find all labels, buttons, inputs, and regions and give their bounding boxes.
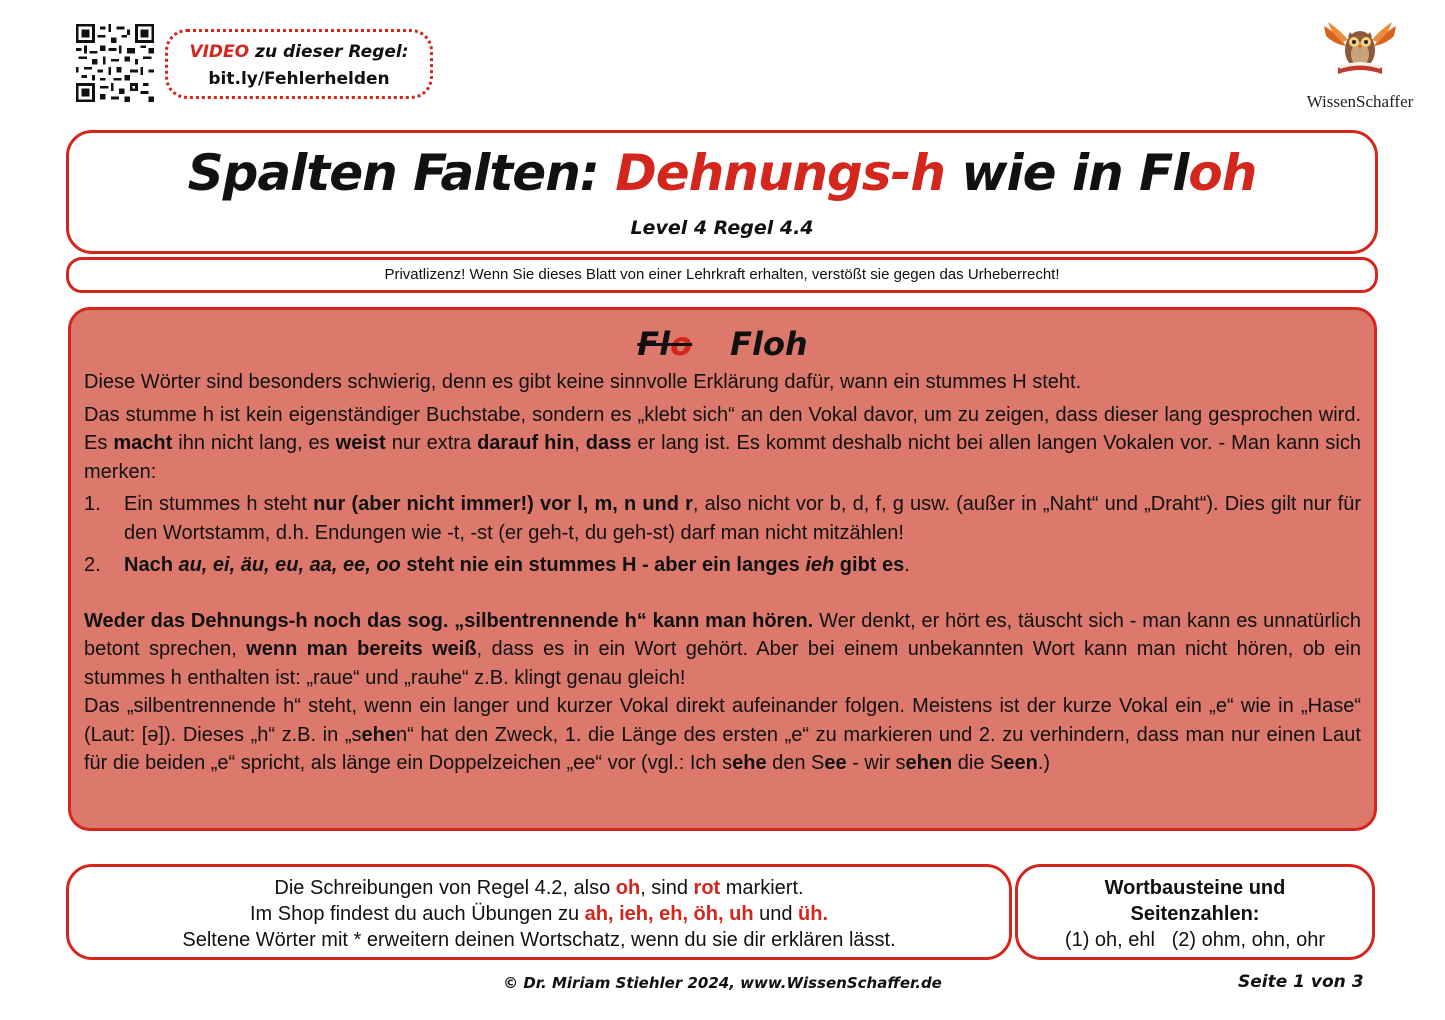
rule-item-2: 2. Nach au, ei, äu, eu, aa, ee, oo steht nie ein stummes H - aber ein langes ieh gibt es.	[84, 554, 910, 576]
paragraph-explanation: Das stumme h ist kein eigenständiger Buchstabe, sondern es „klebt sich“ an den Vokal davor, um zu zeigen, dass dieser lang gesprochen wird. Es macht ihn nicht lang, es weist nur extra darauf hin, dass er lang ist. Es kommt deshalb nicht bei allen langen Vokalen vor. - Man kann sich merken:	[84, 403, 1361, 483]
page-number: Seite 1 von 3	[1238, 972, 1364, 992]
paragraph-hearing: Weder das Dehnungs-h noch das sog. „silbentrennende h“ kann man hören. Wer denkt, er hört es, täuscht sich - man kann es unnatürlich betont sprechen, wenn man bereits weiß, dass es in ein Wort gehört. Aber bei einem unbekannten Wort kann man nicht hören, ob ein stummes h enthalten ist: „raue“ und „rauhe“ z.B. klingt genau gleich!	[84, 609, 1361, 689]
brand-name: WissenSchaffer	[1306, 92, 1414, 111]
title-part-3: wie in Fl	[944, 144, 1189, 202]
page-title	[69, 143, 1375, 203]
title-box	[66, 130, 1378, 254]
level-label: Level 4 Regel 4.4	[630, 217, 814, 239]
title-part-2: Dehnungs-h	[615, 144, 945, 202]
title-part-1: Spalten Falten:	[187, 144, 616, 202]
correct-spelling: Floh	[730, 325, 808, 363]
info-line-2: Im Shop findest du auch Übungen zu ah, ieh, eh, öh, uh und üh.	[249, 903, 829, 925]
paragraph-syllable-h: Das „silbentrennende h“ steht, wenn ein langer und kurzer Vokal direkt aufeinander folgen. Meistens ist der kurze Vokal ein „e“ wie in „Hase“ (Laut: [ə]). Dieses „h“ z.B. in „sehen“ hat den Zweck, 1. die Länge des ersten „e“ zu markieren und 2. zu verhindern, dass man nur einen Laut für die beiden „e“ spricht, als länge ein Doppelzeichen „ee“ vor (vgl.: Ich sehe den See - wir sehen die Seen.)	[84, 695, 1361, 774]
word-blocks-title-2: Seitenzahlen:	[1130, 903, 1260, 925]
video-link[interactable]: bit.ly/Fehlerhelden	[208, 69, 390, 89]
wrong-spelling: Flo	[637, 325, 693, 363]
video-label-rest: zu dieser Regel:	[249, 42, 409, 62]
word-blocks-title-1: Wortbausteine und	[1104, 877, 1286, 899]
video-link-box[interactable]	[165, 29, 433, 99]
title-part-4: oh	[1188, 144, 1257, 202]
rule-item-1: 1. Ein stummes h steht nur (aber nicht immer!) vor l, m, n und r, also nicht vor b, d, f, g usw. (außer in „Naht“ und „Draht“). Dies gilt nur für den Wortstamm, d.h. Endungen wie -t, -st (er geh-t, du geh-st) darf man nicht mitzählen!	[84, 493, 1361, 544]
copyright: © Dr. Miriam Stiehler 2024, www.WissenSchaffer.de	[503, 974, 942, 992]
word-blocks-box	[1015, 864, 1375, 960]
paragraph-intro: Diese Wörter sind besonders schwierig, denn es gibt keine sinnvolle Erklärung dafür, wann ein stummes H steht.	[84, 371, 1082, 393]
license-notice: Privatlizenz! Wenn Sie dieses Blatt von einer Lehrkraft erhalten, verstößt sie gegen das Urheberrecht!	[66, 257, 1378, 293]
info-line-1: Die Schreibungen von Regel 4.2, also oh, sind rot markiert.	[274, 877, 804, 899]
word-blocks-list: (1) oh, ehl (2) ohm, ohn, ohr	[1064, 929, 1326, 951]
owl-logo-icon	[1320, 16, 1400, 84]
info-box	[66, 864, 1012, 960]
example-heading	[84, 322, 1361, 366]
video-label: VIDEO	[189, 42, 250, 62]
qr-code	[76, 24, 154, 102]
explanation-panel	[68, 307, 1377, 831]
info-line-3: Seltene Wörter mit * erweitern deinen Wortschatz, wenn du sie dir erklären lässt.	[182, 929, 896, 951]
